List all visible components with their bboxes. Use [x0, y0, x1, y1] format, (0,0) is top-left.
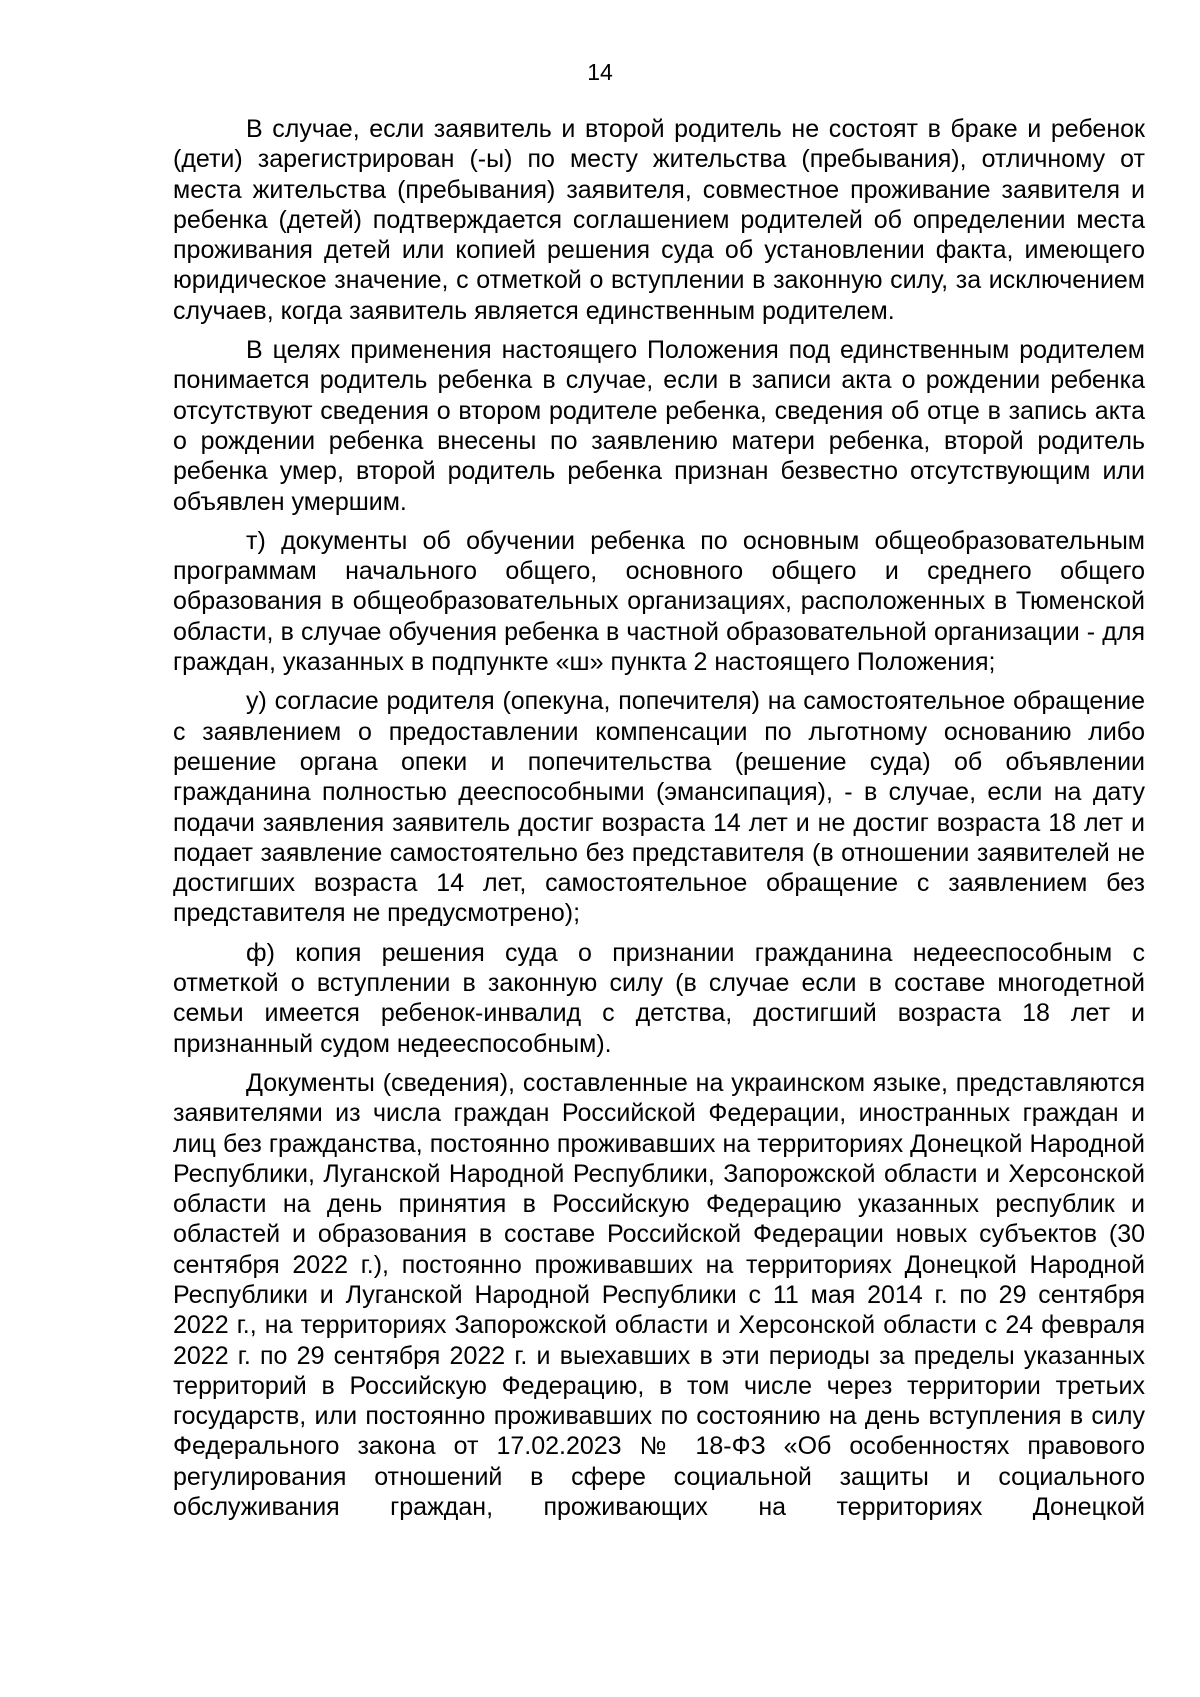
- paragraph-joint-residence: В случае, если заявитель и второй родитель не состоят в браке и ребенок (дети) зарегистрирован (-ы) по месту жительства (пребывания), отличному от места жительства (пребывания) заявителя, совместное проживание заявителя и ребенка (детей) подтверждается соглашением родителей об определении места проживания детей или копией решения суда об установлении факта, имеющего юридическое значение, с отметкой о вступлении в законную силу, за исключением случаев, когда заявитель является единственным родителем.: [173, 115, 1145, 325]
- document-body: [173, 114, 1145, 1522]
- paragraph-ukrainian-documents: Документы (сведения), составленные на украинском языке, представляются заявителями из числа граждан Российской Федерации, иностранных граждан и лиц без гражданства, постоянно проживавших на территориях Донецкой Народной Республики, Луганской Народной Республики, Запорожской области и Херсонской области на день принятия в Российскую Федерацию указанных республик и областей и образования в составе Российской Федерации новых субъектов (30 сентября 2022 г.), постоянно проживавших на территориях Донецкой Народной Республики и Луганской Народной Республики с 11 мая 2014 г. по 29 сентября 2022 г., на территориях Запорожской области и Херсонской области с 24 февраля 2022 г. по 29 сентября 2022 г. и выехавших в эти периоды за пределы указанных территорий в Российскую Федерацию, в том числе через территории третьих государств, или постоянно проживавших по состоянию на день вступления в силу Федерального закона от 17.02.2023 № 18-ФЗ «Об особенностях правового регулирования отношений в сфере социальной защиты и социального обслуживания граждан, проживающих на территориях Донецкой: [173, 1068, 1145, 1522]
- paragraph-item-u: у) согласие родителя (опекуна, попечителя) на самостоятельное обращение с заявлением о предоставлении компенсации по льготному основанию либо решение органа опеки и попечительства (решение суда) об объявлении гражданина полностью дееспособными (эмансипация), - в случае, если на дату подачи заявления заявитель достиг возраста 14 лет и не достиг возраста 18 лет и подает заявление самостоятельно без представителя (в отношении заявителей не достигших возраста 14 лет, самостоятельное обращение с заявлением без представителя не предусмотрено);: [173, 687, 1145, 928]
- paragraph-single-parent-definition: В целях применения настоящего Положения под единственным родителем понимается родитель ребенка в случае, если в записи акта о рождении ребенка отсутствуют сведения о втором родителе ребенка, сведения об отце в запись акта о рождении ребенка внесены по заявлению матери ребенка, второй родитель ребенка умер, второй родитель ребенка признан безвестно отсутствующим или объявлен умершим.: [173, 336, 1145, 516]
- paragraph-item-f: ф) копия решения суда о признании гражданина недееспособным с отметкой о вступлении в законную силу (в случае если в составе многодетной семьи имеется ребенок-инвалид с детства, достигший возраста 18 лет и признанный судом недееспособным).: [173, 938, 1145, 1058]
- page-number: 14: [587, 59, 613, 85]
- paragraph-item-t: т) документы об обучении ребенка по основным общеобразовательным программам начального общего, основного общего и среднего общего образования в общеобразовательных организациях, расположенных в Тюменской области, в случае обучения ребенка в частной образовательной организации - для граждан, указанных в подпункте «ш» пункта 2 настоящего Положения;: [173, 526, 1145, 677]
